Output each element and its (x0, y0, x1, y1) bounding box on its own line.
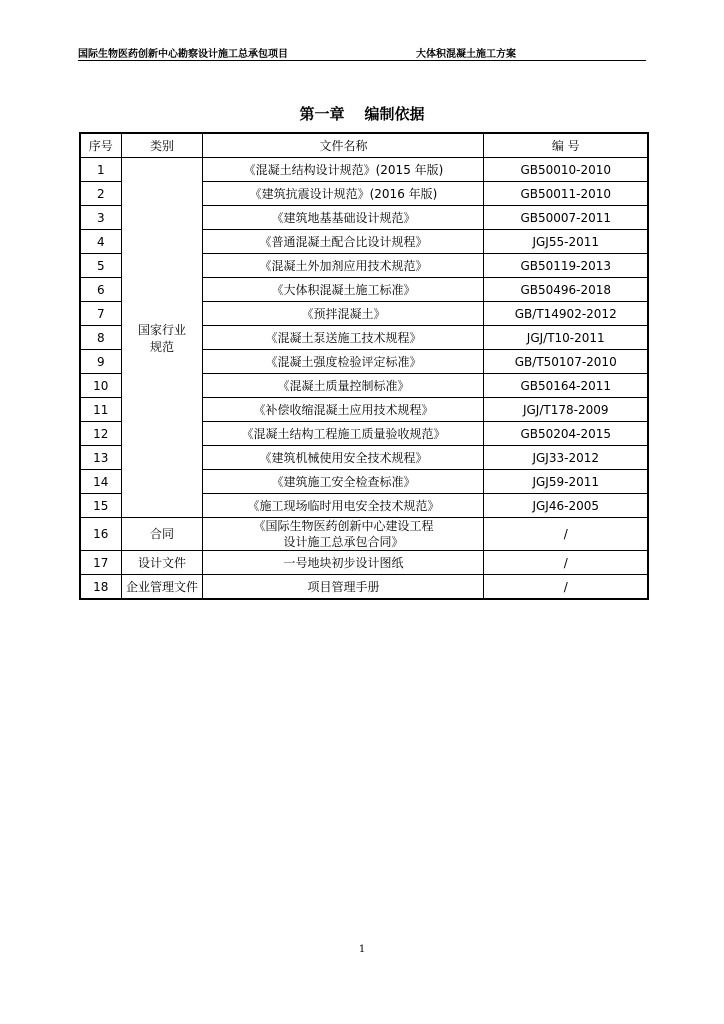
row-doc-name: 《混凝土结构设计规范》(2015 年版) (203, 158, 484, 182)
row-doc-code: JGJ/T178-2009 (484, 398, 648, 422)
col-header-category: 类别 (121, 133, 203, 158)
row-doc-code: JGJ59-2011 (484, 470, 648, 494)
row-no: 17 (80, 551, 121, 575)
row-doc-name: 《建筑机械使用安全技术规程》 (203, 446, 484, 470)
chapter-title: 编制依据 (364, 105, 425, 123)
table-row (80, 158, 648, 182)
row-doc-name: 《普通混凝土配合比设计规程》 (203, 230, 484, 254)
row-no: 8 (80, 326, 121, 350)
row-doc-code: / (484, 551, 648, 575)
row-no: 14 (80, 470, 121, 494)
chapter-heading (0, 103, 724, 124)
row-doc-code: GB50204-2015 (484, 422, 648, 446)
row-doc-code: / (484, 575, 648, 600)
row-no: 9 (80, 350, 121, 374)
row-doc-code: GB50119-2013 (484, 254, 648, 278)
row-doc-name: 《国际生物医药创新中心建设工程 设计施工总承包合同》 (203, 518, 484, 551)
row-doc-name: 《补偿收缩混凝土应用技术规程》 (203, 398, 484, 422)
header-document-title: 大体积混凝土施工方案 (416, 49, 516, 60)
row-no: 15 (80, 494, 121, 518)
header-project-name: 国际生物医药创新中心勘察设计施工总承包项目 (78, 49, 288, 60)
page-header (78, 44, 646, 61)
row-no: 1 (80, 158, 121, 182)
row-category: 合同 (121, 518, 203, 551)
row-doc-name: 《施工现场临时用电安全技术规范》 (203, 494, 484, 518)
row-no: 4 (80, 230, 121, 254)
table-row (80, 575, 648, 600)
row-category: 企业管理文件 (121, 575, 203, 600)
row-doc-name: 《建筑地基基础设计规范》 (203, 206, 484, 230)
row-doc-code: JGJ/T10-2011 (484, 326, 648, 350)
row-doc-code: GB/T14902-2012 (484, 302, 648, 326)
row-doc-name: 《大体积混凝土施工标准》 (203, 278, 484, 302)
col-header-name: 文件名称 (203, 133, 484, 158)
row-doc-code: JGJ33-2012 (484, 446, 648, 470)
row-no: 10 (80, 374, 121, 398)
row-doc-code: GB50496-2018 (484, 278, 648, 302)
table-header-row (80, 133, 648, 158)
row-no: 7 (80, 302, 121, 326)
row-no: 5 (80, 254, 121, 278)
row-doc-code: GB50010-2010 (484, 158, 648, 182)
chapter-number: 第一章 (299, 105, 345, 123)
row-no: 2 (80, 182, 121, 206)
row-doc-code: GB50011-2010 (484, 182, 648, 206)
row-doc-name: 《混凝土强度检验评定标准》 (203, 350, 484, 374)
row-doc-name: 《预拌混凝土》 (203, 302, 484, 326)
row-no: 16 (80, 518, 121, 551)
basis-table (79, 132, 649, 600)
row-no: 12 (80, 422, 121, 446)
row-doc-name: 《混凝土结构工程施工质量验收规范》 (203, 422, 484, 446)
row-doc-name: 《混凝土外加剂应用技术规范》 (203, 254, 484, 278)
row-doc-name: 《建筑施工安全检查标准》 (203, 470, 484, 494)
col-header-code: 编 号 (484, 133, 648, 158)
row-doc-code: GB50007-2011 (484, 206, 648, 230)
row-doc-code: JGJ46-2005 (484, 494, 648, 518)
row-category: 设计文件 (121, 551, 203, 575)
page-number: 1 (358, 944, 366, 955)
row-doc-name: 项目管理手册 (203, 575, 484, 600)
row-doc-name: 《混凝土质量控制标准》 (203, 374, 484, 398)
row-doc-code: GB50164-2011 (484, 374, 648, 398)
row-doc-code: / (484, 518, 648, 551)
category-national-standards: 国家行业 规范 (121, 158, 203, 518)
row-doc-name: 《建筑抗震设计规范》(2016 年版) (203, 182, 484, 206)
row-doc-code: GB/T50107-2010 (484, 350, 648, 374)
row-no: 6 (80, 278, 121, 302)
row-no: 13 (80, 446, 121, 470)
row-doc-name: 一号地块初步设计图纸 (203, 551, 484, 575)
row-no: 18 (80, 575, 121, 600)
table-row (80, 551, 648, 575)
row-no: 3 (80, 206, 121, 230)
row-doc-name: 《混凝土泵送施工技术规程》 (203, 326, 484, 350)
table-row (80, 518, 648, 551)
row-doc-code: JGJ55-2011 (484, 230, 648, 254)
row-no: 11 (80, 398, 121, 422)
col-header-no: 序号 (80, 133, 121, 158)
